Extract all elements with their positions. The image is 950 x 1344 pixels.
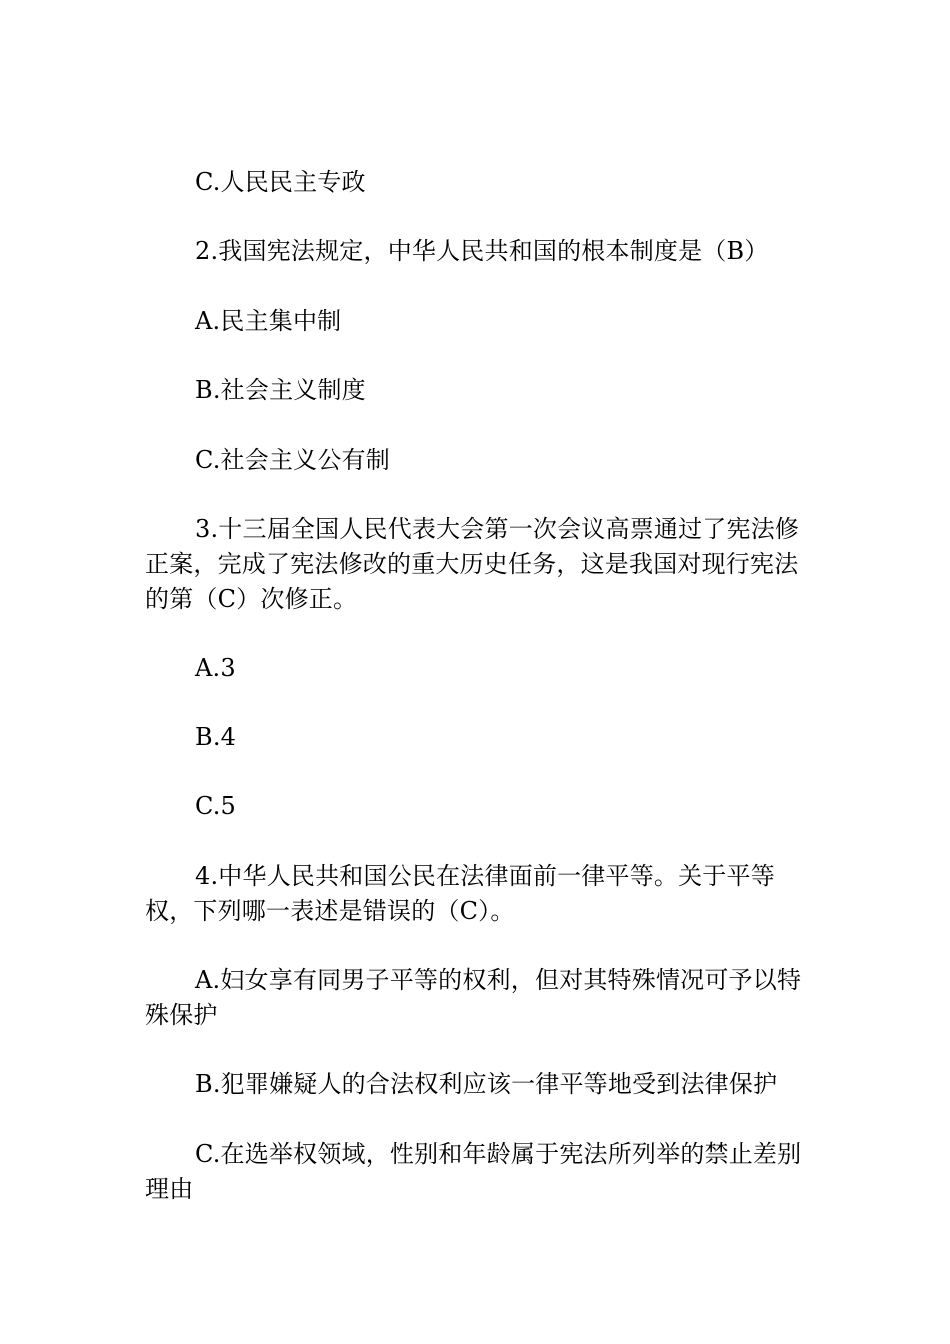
q2-question: 2.我国宪法规定，中华人民共和国的根本制度是（B）: [195, 237, 769, 265]
q3-option-a: A.3: [195, 654, 236, 682]
q1-option-c: C.人民民主专政: [195, 168, 366, 196]
q3-option-b: B.4: [195, 723, 237, 751]
q2-option-c: C.社会主义公有制: [195, 446, 390, 474]
q4-question: 4.中华人民共和国公民在法律面前一律平等。关于平等权，下列哪一表述是错误的（C）。: [145, 862, 775, 925]
q2-option-a: A.民主集中制: [195, 307, 342, 335]
q3-question: 3.十三届全国人民代表大会第一次会议高票通过了宪法修正案，完成了宪法修改的重大历史任务，这是我国对现行宪法的第（C）次修正。: [145, 515, 800, 613]
q3-option-c: C.5: [195, 792, 237, 820]
q4-option-b: B.犯罪嫌疑人的合法权利应该一律平等地受到法律保护: [195, 1070, 778, 1098]
q4-option-a: A.妇女享有同男子平等的权利，但对其特殊情况可予以特殊保护: [145, 966, 802, 1029]
q2-option-b: B.社会主义制度: [195, 376, 366, 404]
q4-option-c: C.在选举权领域，性别和年龄属于宪法所列举的禁止差别理由: [145, 1140, 802, 1203]
